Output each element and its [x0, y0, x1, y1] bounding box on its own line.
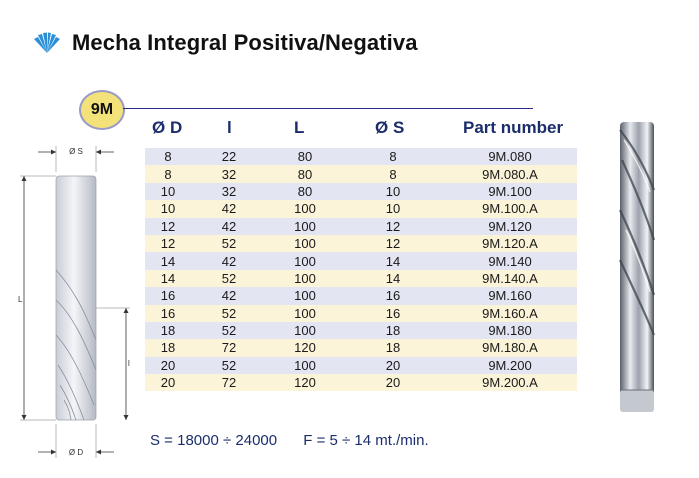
cell-part-number: 9M.160.A	[443, 305, 577, 322]
cell-total-length: 100	[267, 270, 343, 287]
cell-cut-length: 22	[191, 148, 267, 165]
header-shank-diameter: Ø S	[375, 118, 405, 137]
cell-shank-diameter: 14	[343, 252, 443, 269]
cell-cut-length: 42	[191, 200, 267, 217]
cell-diameter: 14	[145, 270, 191, 287]
cell-diameter: 10	[145, 183, 191, 200]
cell-cut-length: 42	[191, 218, 267, 235]
cell-cut-length: 52	[191, 357, 267, 374]
cell-cut-length: 52	[191, 305, 267, 322]
cell-diameter: 12	[145, 218, 191, 235]
cell-part-number: 9M.140	[443, 252, 577, 269]
cutting-parameters	[150, 432, 451, 449]
table-row	[145, 339, 577, 356]
cell-diameter: 10	[145, 200, 191, 217]
cell-shank-diameter: 8	[343, 165, 443, 182]
series-badge: 9M	[79, 90, 125, 130]
table-row	[145, 235, 577, 252]
cell-shank-diameter: 18	[343, 339, 443, 356]
table-row	[145, 357, 577, 374]
cell-diameter: 8	[145, 165, 191, 182]
cell-total-length: 100	[267, 305, 343, 322]
header-cut-length: l	[227, 118, 232, 137]
cell-part-number: 9M.200.A	[443, 374, 577, 391]
cell-shank-diameter: 12	[343, 218, 443, 235]
label-total-length: L	[18, 295, 23, 304]
table-row	[145, 270, 577, 287]
cell-total-length: 80	[267, 165, 343, 182]
label-shank-diameter: Ø S	[69, 147, 83, 156]
table-row	[145, 305, 577, 322]
cell-cut-length: 32	[191, 165, 267, 182]
table-row	[145, 252, 577, 269]
cell-total-length: 80	[267, 148, 343, 165]
cell-diameter: 8	[145, 148, 191, 165]
cell-total-length: 100	[267, 252, 343, 269]
cell-total-length: 100	[267, 287, 343, 304]
cell-shank-diameter: 8	[343, 148, 443, 165]
cell-cut-length: 72	[191, 339, 267, 356]
table-row	[145, 165, 577, 182]
label-diameter: Ø D	[68, 448, 84, 457]
cell-shank-diameter: 16	[343, 287, 443, 304]
table-row	[145, 374, 577, 391]
cell-cut-length: 52	[191, 322, 267, 339]
cell-total-length: 100	[267, 218, 343, 235]
cell-part-number: 9M.120.A	[443, 235, 577, 252]
cell-cut-length: 52	[191, 270, 267, 287]
cell-shank-diameter: 20	[343, 374, 443, 391]
header-total-length: L	[294, 118, 305, 137]
cell-total-length: 100	[267, 200, 343, 217]
cell-cut-length: 42	[191, 287, 267, 304]
header-diameter: Ø D	[152, 118, 183, 137]
specs-table	[145, 148, 577, 391]
cell-diameter: 16	[145, 305, 191, 322]
cell-part-number: 9M.120	[443, 218, 577, 235]
cell-part-number: 9M.180.A	[443, 339, 577, 356]
table-row	[145, 218, 577, 235]
tool-photo	[606, 120, 666, 420]
cell-total-length: 80	[267, 183, 343, 200]
cell-diameter: 18	[145, 322, 191, 339]
cell-total-length: 100	[267, 322, 343, 339]
cell-cut-length: 32	[191, 183, 267, 200]
title-row	[32, 30, 418, 56]
cell-cut-length: 72	[191, 374, 267, 391]
cell-part-number: 9M.160	[443, 287, 577, 304]
cell-diameter: 14	[145, 252, 191, 269]
cell-shank-diameter: 10	[343, 200, 443, 217]
cell-diameter: 20	[145, 357, 191, 374]
cell-part-number: 9M.180	[443, 322, 577, 339]
cell-total-length: 120	[267, 374, 343, 391]
cell-shank-diameter: 16	[343, 305, 443, 322]
fan-logo-icon	[32, 31, 62, 55]
cell-diameter: 12	[145, 235, 191, 252]
table-row	[145, 200, 577, 217]
cell-total-length: 100	[267, 235, 343, 252]
cell-part-number: 9M.080	[443, 148, 577, 165]
cell-cut-length: 42	[191, 252, 267, 269]
cell-diameter: 20	[145, 374, 191, 391]
tool-drawing	[14, 140, 144, 460]
cell-shank-diameter: 20	[343, 357, 443, 374]
cell-diameter: 16	[145, 287, 191, 304]
cell-part-number: 9M.100	[443, 183, 577, 200]
badge-divider	[123, 108, 533, 109]
cell-part-number: 9M.200	[443, 357, 577, 374]
cell-total-length: 100	[267, 357, 343, 374]
table-row	[145, 183, 577, 200]
cell-shank-diameter: 10	[343, 183, 443, 200]
cell-shank-diameter: 14	[343, 270, 443, 287]
header-part-number: Part number	[463, 118, 564, 137]
table-row	[145, 322, 577, 339]
cell-part-number: 9M.140.A	[443, 270, 577, 287]
table-row	[145, 148, 577, 165]
cell-part-number: 9M.080.A	[443, 165, 577, 182]
label-cut-length: l	[128, 359, 130, 368]
feed-rate: F = 5 ÷ 14 mt./min.	[303, 432, 429, 449]
cell-cut-length: 52	[191, 235, 267, 252]
table-row	[145, 287, 577, 304]
page-title: Mecha Integral Positiva/Negativa	[72, 30, 418, 55]
cell-part-number: 9M.100.A	[443, 200, 577, 217]
cell-shank-diameter: 12	[343, 235, 443, 252]
cell-total-length: 120	[267, 339, 343, 356]
cell-diameter: 18	[145, 339, 191, 356]
cell-shank-diameter: 18	[343, 322, 443, 339]
spindle-speed: S = 18000 ÷ 24000	[150, 432, 278, 449]
